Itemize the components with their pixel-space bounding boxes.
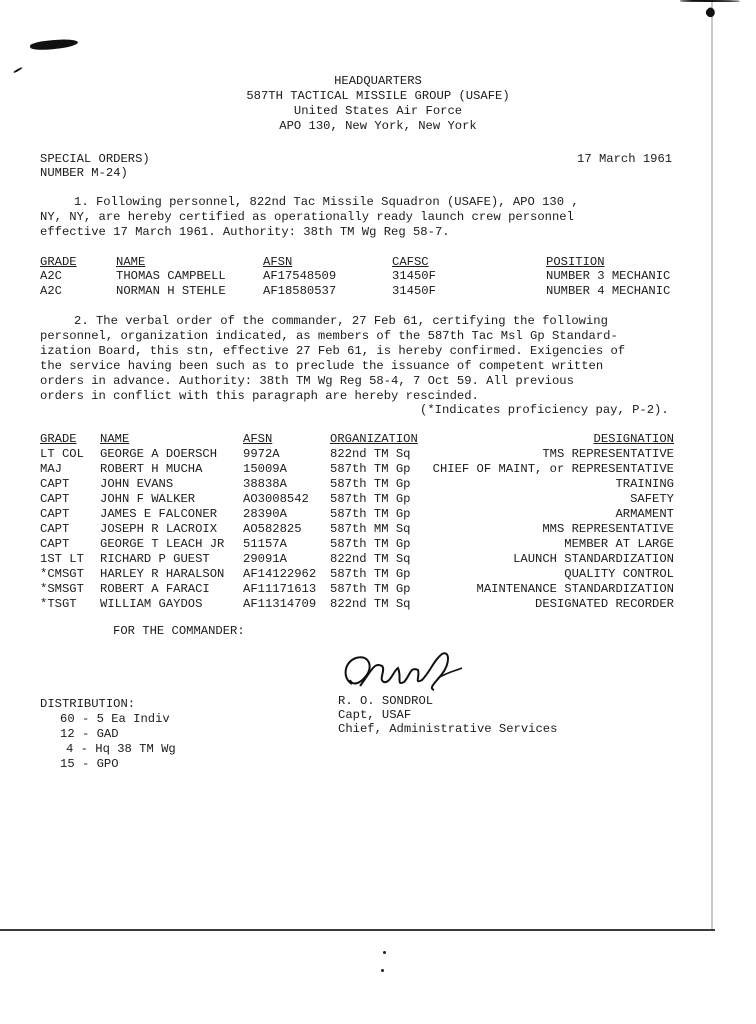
cell-grade: *TSGT <box>40 597 77 611</box>
cell-designation: TRAINING <box>615 477 674 491</box>
cell-afsn: AF11171613 <box>243 582 317 596</box>
cell-afsn: 9972A <box>243 447 280 461</box>
cell-name: JOHN EVANS <box>100 477 174 491</box>
cell-organization: 822nd TM Sq <box>330 552 411 566</box>
cell-grade: 1ST LT <box>40 552 84 566</box>
cell-position: NUMBER 4 MECHANIC <box>546 284 671 298</box>
speck <box>381 969 384 972</box>
col-header-name: NAME <box>116 255 146 269</box>
para1-line: effective 17 March 1961. Authority: 38th TM Wg Reg 58-7. <box>40 225 450 239</box>
speck <box>383 951 386 954</box>
cell-organization: 587th TM Gp <box>330 477 411 491</box>
cell-organization: 822nd TM Sq <box>330 597 411 611</box>
distribution-item: 4 - Hq 38 TM Wg <box>66 742 176 756</box>
cell-afsn: 29091A <box>243 552 287 566</box>
cell-grade: CAPT <box>40 477 70 491</box>
cell-grade: MAJ <box>40 462 62 476</box>
cell-grade: A2C <box>40 269 62 283</box>
cell-afsn: AO582825 <box>243 522 302 536</box>
para2-line: orders in conflict with this paragraph are hereby rescinded. <box>40 389 479 403</box>
page-bottom-edge <box>0 929 715 931</box>
col-header-grade: GRADE <box>40 432 77 446</box>
for-the-commander: FOR THE COMMANDER: <box>113 624 245 638</box>
cell-afsn: AF18580537 <box>263 284 337 298</box>
cell-designation: DESIGNATED RECORDER <box>535 597 674 611</box>
cell-designation: LAUNCH STANDARDIZATION <box>513 552 674 566</box>
cell-grade: *CMSGT <box>40 567 84 581</box>
cell-grade: LT COL <box>40 447 84 461</box>
col-header-designation: DESIGNATION <box>593 432 674 446</box>
col-header-afsn: AFSN <box>263 255 293 269</box>
cell-organization: 587th TM Gp <box>330 507 411 521</box>
distribution-label: DISTRIBUTION: <box>40 697 136 711</box>
col-header-position: POSITION <box>546 255 605 269</box>
cell-name: RICHARD P GUEST <box>100 552 210 566</box>
cell-designation: ARMAMENT <box>615 507 674 521</box>
cell-name: JOHN F WALKER <box>100 492 196 506</box>
page-edge-shadow <box>711 0 713 930</box>
header-hq: HEADQUARTERS <box>334 74 422 88</box>
corner-mark <box>704 6 717 19</box>
col-header-name: NAME <box>100 432 130 446</box>
ink-smudge <box>30 38 79 52</box>
distribution-item: 60 - 5 Ea Indiv <box>60 712 170 726</box>
header-address: APO 130, New York, New York <box>279 119 477 133</box>
cell-organization: 587th TM Gp <box>330 492 411 506</box>
ink-mark <box>13 67 23 74</box>
orders-label: SPECIAL ORDERS) <box>40 152 150 166</box>
para2-line: the service having been such as to preclude the issuance of competent written <box>40 359 604 373</box>
cell-afsn: 51157A <box>243 537 287 551</box>
cell-grade: A2C <box>40 284 62 298</box>
header-service: United States Air Force <box>293 104 463 118</box>
cell-name: NORMAN H STEHLE <box>116 284 226 298</box>
cell-afsn: 28390A <box>243 507 287 521</box>
cell-name: WILLIAM GAYDOS <box>100 597 203 611</box>
para2-line: ization Board, this stn, effective 27 Feb 61, is hereby confirmed. Exigencies of <box>40 344 626 358</box>
header-unit: 587TH TACTICAL MISSILE GROUP (USAFE) <box>246 89 510 103</box>
cell-name: THOMAS CAMPBELL <box>116 269 226 283</box>
handwritten-signature <box>338 648 468 696</box>
cell-organization: 822nd TM Sq <box>330 447 411 461</box>
cell-afsn: AO3008542 <box>243 492 309 506</box>
para1-line: NY, NY, are hereby certified as operationally ready launch crew personnel <box>40 210 574 224</box>
orders-number: NUMBER M-24) <box>40 166 128 180</box>
cell-organization: 587th MM Sq <box>330 522 411 536</box>
cell-name: GEORGE T LEACH JR <box>100 537 225 551</box>
cell-position: NUMBER 3 MECHANIC <box>546 269 671 283</box>
distribution-item: 15 - GPO <box>60 757 119 771</box>
cell-designation: CHIEF OF MAINT, or REPRESENTATIVE <box>432 462 674 476</box>
cell-name: HARLEY R HARALSON <box>100 567 225 581</box>
para1-line: 1. Following personnel, 822nd Tac Missile Squadron (USAFE), APO 130 , <box>74 195 579 209</box>
corner-line <box>680 0 740 2</box>
para2-line: 2. The verbal order of the commander, 27 Feb 61, certifying the following <box>74 314 608 328</box>
orders-date: 17 March 1961 <box>577 152 673 166</box>
cell-designation: SAFETY <box>630 492 674 506</box>
signatory-name: R. O. SONDROL <box>338 694 434 708</box>
para2-line: orders in advance. Authority: 38th TM Wg Reg 58-4, 7 Oct 59. All previous <box>40 374 574 388</box>
proficiency-note: (*Indicates proficiency pay, P-2). <box>420 403 669 417</box>
cell-designation: TMS REPRESENTATIVE <box>542 447 674 461</box>
signatory-rank: Capt, USAF <box>338 708 412 722</box>
cell-organization: 587th TM Gp <box>330 462 411 476</box>
cell-designation: MMS REPRESENTATIVE <box>542 522 674 536</box>
cell-grade: CAPT <box>40 537 70 551</box>
cell-designation: MAINTENANCE STANDARDIZATION <box>476 582 674 596</box>
cell-name: ROBERT A FARACI <box>100 582 210 596</box>
distribution-item: 12 - GAD <box>60 727 119 741</box>
col-header-grade: GRADE <box>40 255 77 269</box>
cell-grade: CAPT <box>40 522 70 536</box>
para2-line: personnel, organization indicated, as members of the 587th Tac Msl Gp Standard- <box>40 329 618 343</box>
cell-afsn: AF11314709 <box>243 597 317 611</box>
cell-afsn: 38838A <box>243 477 287 491</box>
cell-designation: QUALITY CONTROL <box>564 567 674 581</box>
cell-grade: *SMSGT <box>40 582 84 596</box>
cell-organization: 587th TM Gp <box>330 582 411 596</box>
col-header-cafsc: CAFSC <box>392 255 429 269</box>
cell-grade: CAPT <box>40 507 70 521</box>
cell-organization: 587th TM Gp <box>330 537 411 551</box>
col-header-afsn: AFSN <box>243 432 273 446</box>
cell-name: ROBERT H MUCHA <box>100 462 203 476</box>
cell-afsn: AF17548509 <box>263 269 337 283</box>
cell-cafsc: 31450F <box>392 269 436 283</box>
cell-afsn: AF14122962 <box>243 567 317 581</box>
cell-designation: MEMBER AT LARGE <box>564 537 674 551</box>
col-header-organization: ORGANIZATION <box>330 432 418 446</box>
signatory-title: Chief, Administrative Services <box>338 722 558 736</box>
cell-afsn: 15009A <box>243 462 287 476</box>
cell-cafsc: 31450F <box>392 284 436 298</box>
cell-name: JAMES E FALCONER <box>100 507 218 521</box>
cell-name: JOSEPH R LACROIX <box>100 522 218 536</box>
cell-organization: 587th TM Gp <box>330 567 411 581</box>
cell-name: GEORGE A DOERSCH <box>100 447 218 461</box>
cell-grade: CAPT <box>40 492 70 506</box>
